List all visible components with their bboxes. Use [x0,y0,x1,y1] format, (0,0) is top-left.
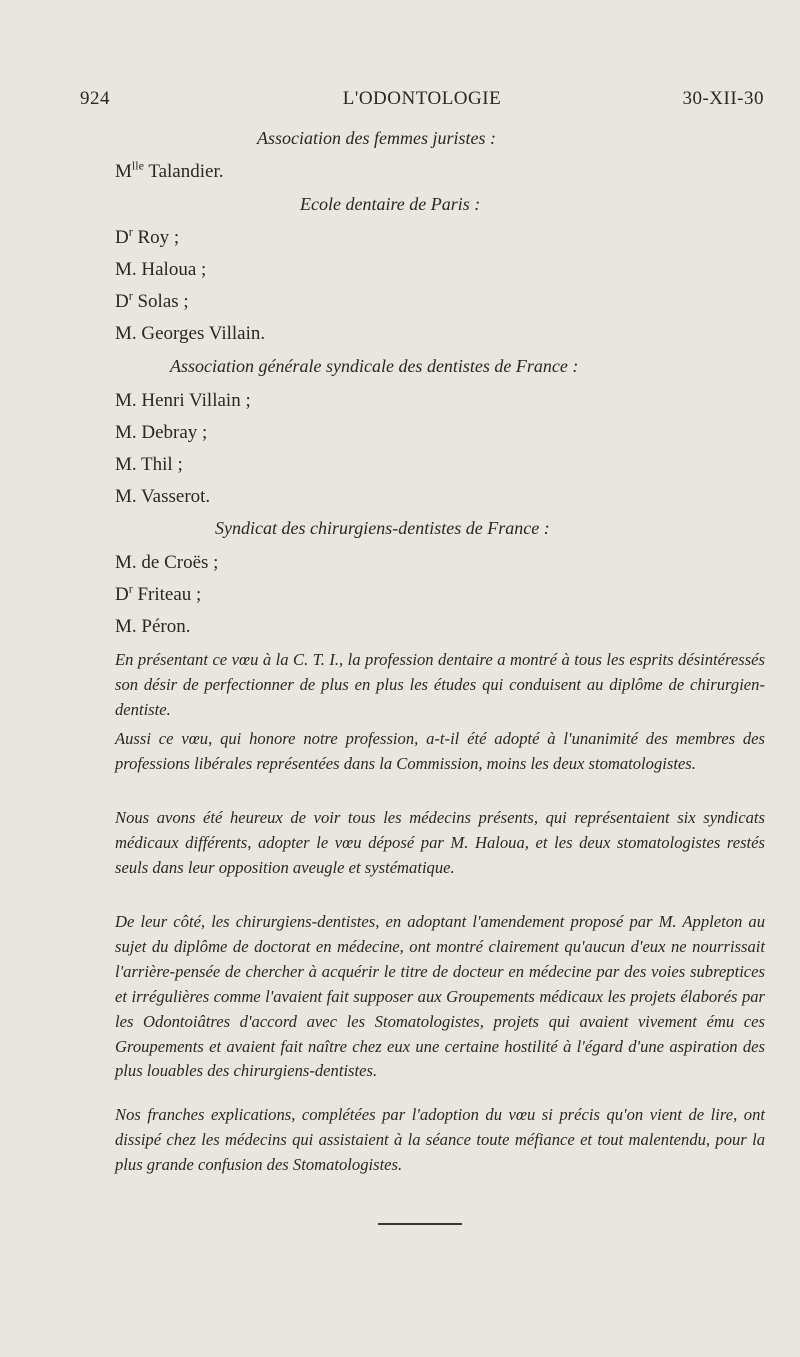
end-rule [378,1223,462,1225]
org-heading-association-generale: Association générale syndicale des dentistes de France : [170,356,579,376]
title-prefix: D [115,291,129,312]
member-de-croes: M. de Croës ; [115,552,219,573]
journal-title: L'ODONTOLOGIE [342,88,502,109]
paragraph-1: En présentant ce vœu à la C. T. I., la profession dentaire a montré à tous les esprits désintéressés son désir de perfectionner de plus en plus les études qui conduisent au diplôme de chirurgien-dentiste. [115,650,765,719]
member-roy [115,224,180,249]
issue-date: 30-XII-30 [682,88,764,109]
title-prefix: M [115,161,132,182]
member-thil: M. Thil ; [115,454,183,475]
title-prefix: D [115,584,129,605]
member-name: Solas ; [137,291,189,312]
member-vasserot: M. Vasserot. [115,486,211,507]
running-header [80,88,764,116]
org-heading-femmes-juristes: Association des femmes juristes : [257,128,496,148]
page-number: 924 [80,88,110,109]
title-superscript: r [128,581,133,596]
paragraph-5: Nos franches explications, complétées par l'adoption du vœu si précis qu'on vient de lire, ont dissipé chez les médecins qui assistaient à la séance toute méfiance et tout malentendu, pour la plus grande confusion des Stomatologistes. [115,1105,765,1174]
member-peron: M. Péron. [115,616,191,637]
member-name: Friteau ; [137,584,202,605]
title-superscript: r [128,224,133,239]
title-superscript: r [128,288,133,303]
org-heading-syndicat-chirurgiens: Syndicat des chirurgiens-dentistes de France : [215,518,550,538]
member-name: Talandier. [143,161,224,182]
paragraph-2: Aussi ce vœu, qui honore notre profession, a-t-il été adopté à l'unanimité des membres des professions libérales représentées dans la Commission, moins les deux stomatologistes. [115,729,765,773]
org-heading-ecole-dentaire: Ecole dentaire de Paris : [300,194,481,214]
paragraph-4: De leur côté, les chirurgiens-dentistes, en adoptant l'amendement proposé par M. Appleton au sujet du diplôme de doctorat en médecine, ont montré clairement qu'aucun d'eux ne nourrissait l'arrière-pensée de chercher à acquérir le titre de docteur en médecine par des voies subreptices et irrégulières comme l'avaient fait supposer aux Groupements médicaux les projets élaborés par les Odontoiâtres d'accord avec les Stomatologistes, projets qui avaient vivement ému ces Groupements et avaient fait naître chez eux une certaine hostilité à l'égard d'une aspiration des plus louables des chirurgiens-dentistes. [115,912,765,1081]
title-prefix: D [115,227,129,248]
member-debray: M. Debray ; [115,422,208,443]
member-haloua: M. Haloua ; [115,259,207,280]
member-talandier [115,158,224,183]
member-name: Roy ; [137,227,180,248]
member-friteau [115,581,202,606]
member-georges-villain: M. Georges Villain. [115,323,266,344]
member-solas [115,288,189,313]
title-superscript: lle [131,158,144,173]
paragraph-3: Nous avons été heureux de voir tous les médecins présents, qui représentaient six syndicats médicaux différents, adopter le vœu déposé par M. Haloua, et les deux stomatologistes restés seuls dans leur opposition aveugle et systématique. [115,808,765,877]
member-henri-villain: M. Henri Villain ; [115,390,251,411]
